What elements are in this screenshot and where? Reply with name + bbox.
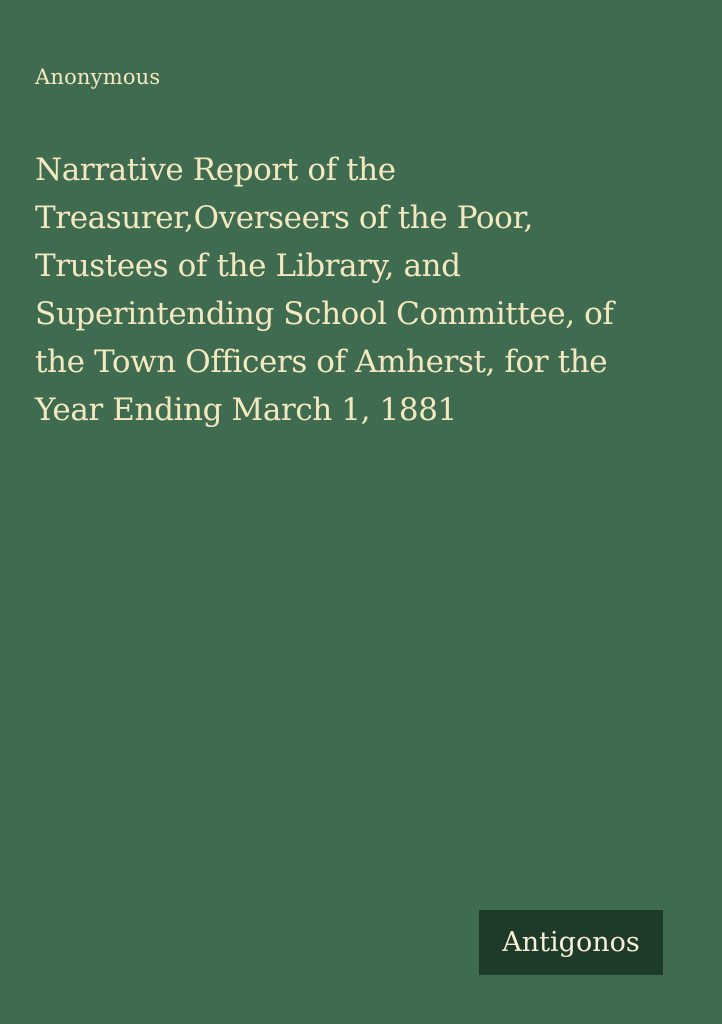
author-name: Anonymous [35,65,161,89]
publisher-badge [479,910,663,975]
publisher-name: Antigonos [502,926,640,958]
book-title: Narrative Report of the Treasurer,Overseers of the Poor, Trustees of the Library, and Superintending School Committee, of the Town Officers of Amherst, for the Year Ending March 1, 1881 [35,152,614,428]
